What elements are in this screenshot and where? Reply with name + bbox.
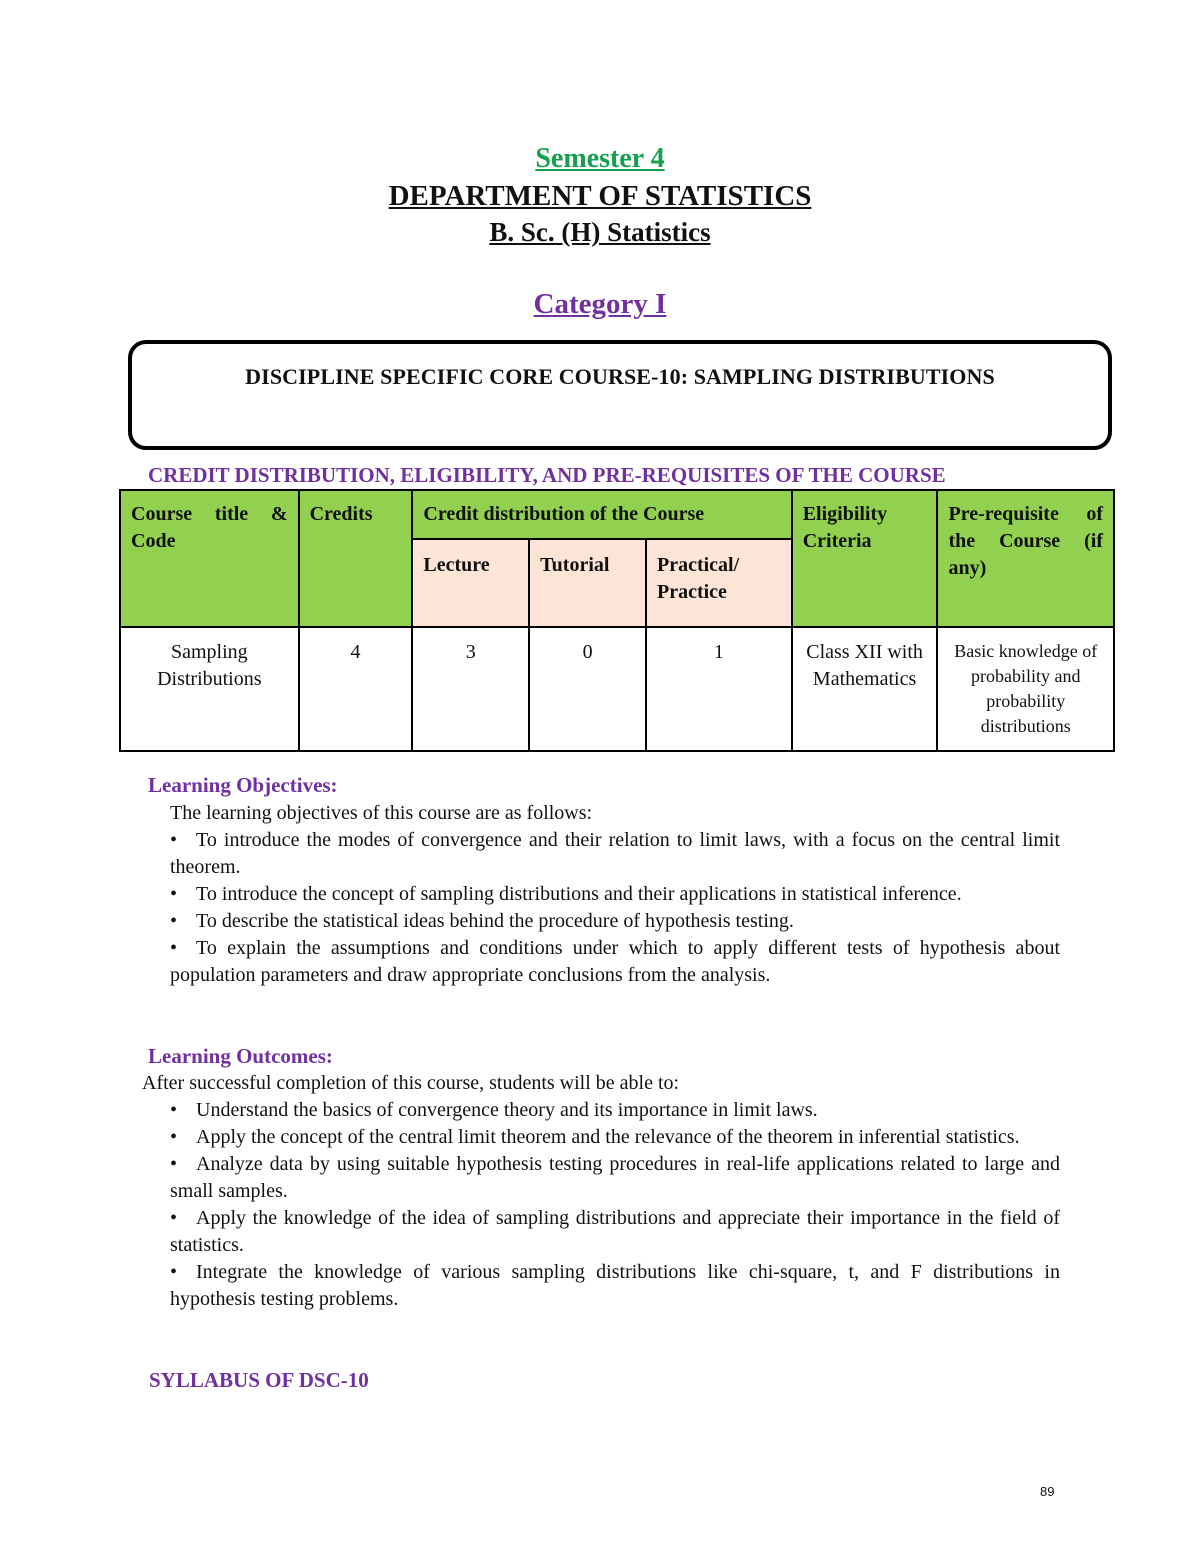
list-item: • Apply the concept of the central limit theorem and the relevance of the theorem in inferential statistics. [170,1124,1060,1151]
learning-objectives-intro: The learning objectives of this course are as follows: [170,802,593,824]
list-item: • Analyze data by using suitable hypothesis testing procedures in real-life applications related to large and small samples. [170,1153,1060,1202]
header-credit-distribution: Credit distribution of the Course [412,490,791,539]
list-item: • Apply the knowledge of the idea of sampling distributions and appreciate their importance in the field of statistics. [170,1207,1060,1256]
credit-distribution-table [119,489,1115,752]
bullet-icon: • [170,1261,178,1283]
list-item: • To introduce the modes of convergence and their relation to limit laws, with a focus on the central limit theorem. [170,829,1060,878]
learning-objectives-title: Learning Objectives: [148,773,338,797]
learning-objectives-list [170,800,1060,989]
header-credits: Credits [299,490,413,627]
cell-lecture: 3 [412,627,529,751]
header-eligibility: Eligibility Criteria [792,490,938,627]
header-tutorial: Tutorial [529,539,646,627]
list-item: • To describe the statistical ideas behind the procedure of hypothesis testing. [170,908,1060,935]
category-heading: Category I [533,288,667,320]
credit-distribution-heading: CREDIT DISTRIBUTION, ELIGIBILITY, AND PRE-REQUISITES OF THE COURSE [148,463,946,487]
bullet-icon: • [170,937,178,959]
header-lecture: Lecture [412,539,529,627]
header-course-title: Course title & Code [120,490,299,627]
header-practical: Practical/ Practice [646,539,792,627]
list-item: • Understand the basics of convergence theory and its importance in limit laws. [170,1097,1060,1124]
learning-outcomes-intro: After successful completion of this course, students will be able to: [142,1072,680,1094]
bullet-icon: • [170,1207,178,1229]
page-number: 89 [1040,1484,1055,1499]
cell-eligibility: Class XII with Mathematics [792,627,938,751]
bullet-icon: • [170,910,178,932]
bullet-icon: • [170,829,178,851]
cell-prerequisite: Basic knowledge of probability and probability distributions [937,627,1114,751]
list-item: • Integrate the knowledge of various sampling distributions like chi-square, t, and F distributions in hypothesis testing problems. [170,1261,1060,1310]
bullet-icon: • [170,1126,178,1148]
cell-practical: 1 [646,627,792,751]
cell-credits: 4 [299,627,413,751]
semester-heading: Semester 4 [535,143,665,174]
list-item: • To introduce the concept of sampling distributions and their applications in statistical inference. [170,881,1060,908]
bullet-icon: • [170,883,178,905]
bullet-icon: • [170,1153,178,1175]
learning-outcomes-list [170,1097,1060,1313]
list-item: • To explain the assumptions and conditions under which to apply different tests of hypothesis about population parameters and draw appropriate conclusions from the analysis. [170,937,1060,986]
department-heading: DEPARTMENT OF STATISTICS [388,180,812,212]
course-title-box [128,340,1112,450]
course-title: DISCIPLINE SPECIFIC CORE COURSE-10: SAMPLING DISTRIBUTIONS [245,364,995,389]
learning-outcomes-title: Learning Outcomes: [148,1044,333,1068]
syllabus-heading: SYLLABUS OF DSC-10 [149,1368,369,1392]
bullet-icon: • [170,1099,178,1121]
cell-tutorial: 0 [529,627,646,751]
program-heading: B. Sc. (H) Statistics [489,217,711,247]
header-prerequisite: Pre-requisite of the Course (if any) [937,490,1114,627]
table-row [120,627,1114,751]
cell-course-title: Sampling Distributions [120,627,299,751]
